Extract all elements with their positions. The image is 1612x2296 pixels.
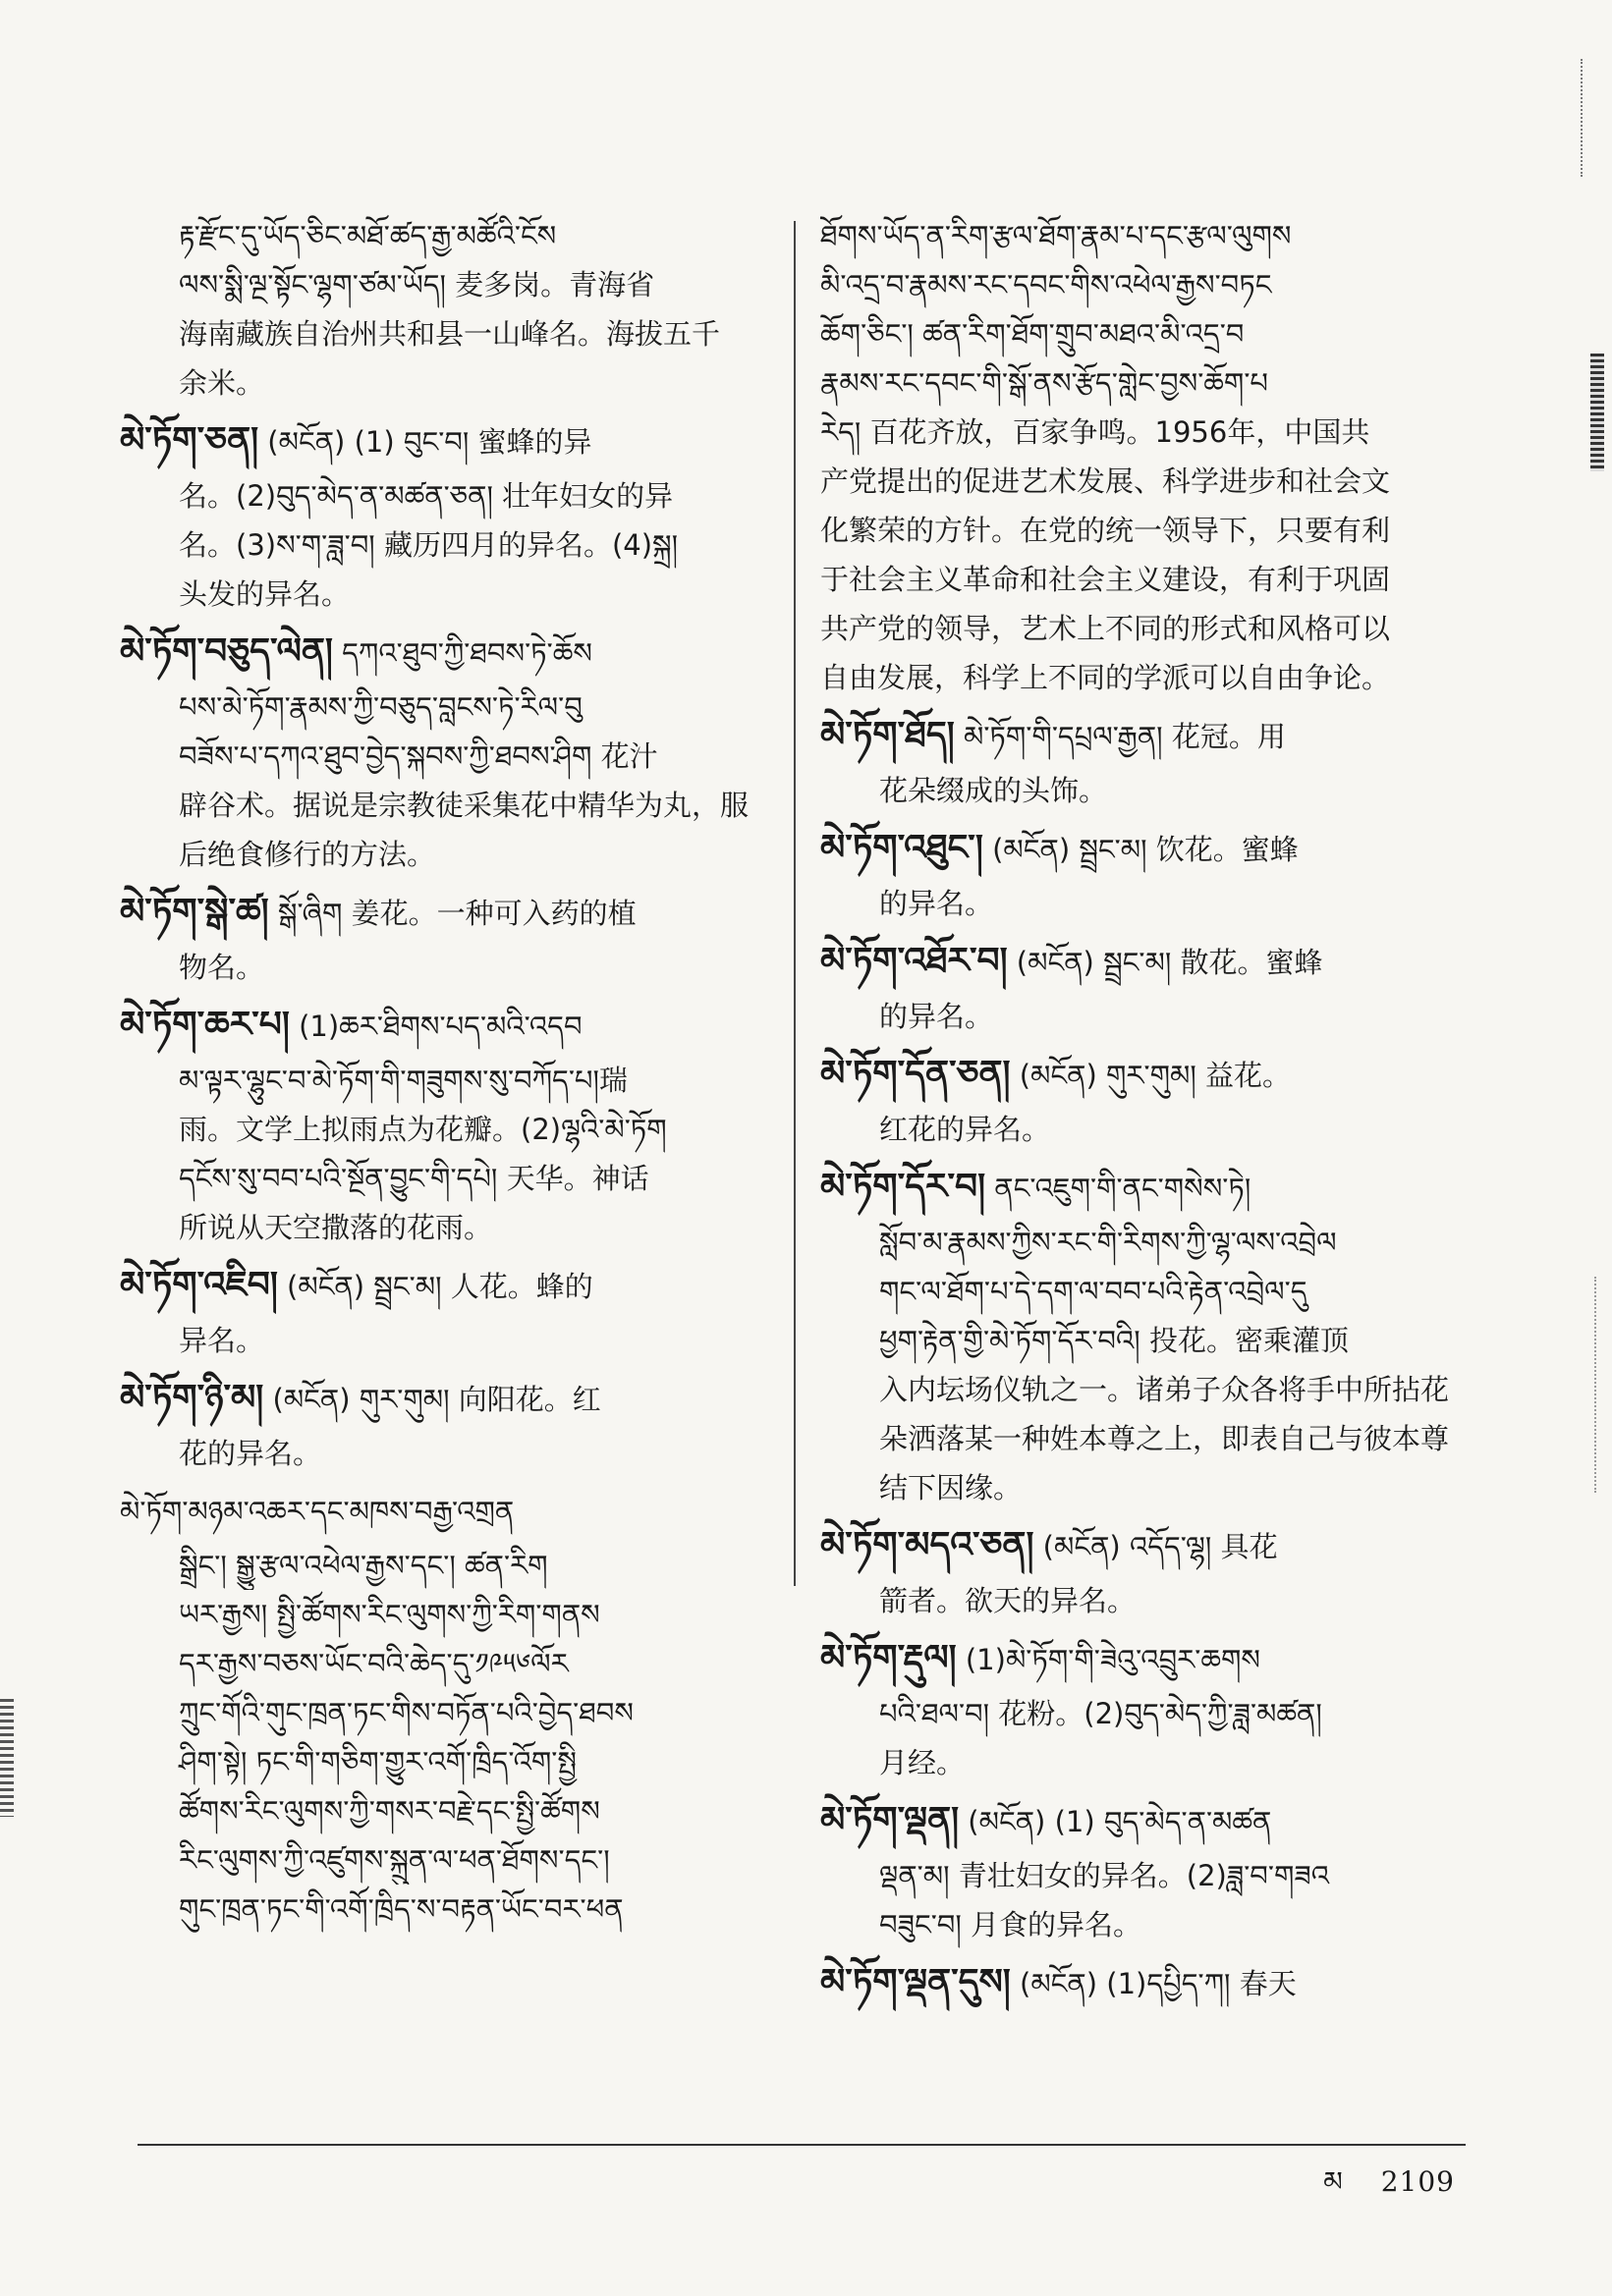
dictionary-entry xyxy=(120,211,778,408)
entry-text-line: 月经。 xyxy=(879,1746,966,1779)
dictionary-entry xyxy=(820,1953,1480,2013)
dictionary-entry xyxy=(820,819,1480,928)
entry-text-line: 头发的异名。 xyxy=(179,577,351,611)
footer-rule xyxy=(138,2144,1466,2146)
entry-headline xyxy=(820,1158,1480,1218)
entry-headline xyxy=(120,883,778,943)
entry-definition: (མངོན) སྦྲང་མ། 饮花。蜜蜂 xyxy=(982,833,1299,866)
entry-headword: མེ་ཏོག་མདའ་ཅན། xyxy=(820,1525,1034,1565)
entry-definition: (1)ཆར་ཐིགས་པད་མའི་འདབ xyxy=(289,1010,583,1043)
entry-headword: མེ་ཏོག་དོན་ཅན། xyxy=(820,1054,1011,1094)
left-edge-scan-mark xyxy=(0,1699,14,1817)
entry-text-line: པས་མེ་ཏོག་རྣམས་ཀྱི་བཅུད་བླངས་ཏེ་རིལ་བུ xyxy=(179,690,583,724)
dictionary-entry xyxy=(120,1256,778,1365)
entry-headline xyxy=(120,1256,778,1316)
entry-text-line: 化繁荣的方针。在党的统一领导下，只要有利 xyxy=(820,514,1391,547)
entry-text-line: 朵洒落某一种姓本尊之上，即表自己与彼本尊 xyxy=(879,1422,1450,1455)
entry-definition: (མངོན) (1)དཔྱིད་ཀ། 春天 xyxy=(1010,1967,1297,2000)
entry-headword: མེ་ཏོག་བཅུད་ལེན། xyxy=(120,631,333,672)
entry-headword: མེ་ཏོག་ལྡན་དུས། xyxy=(820,1962,1011,2002)
entry-text-line: 名。(3)ས་ག་ཟླ་བ། 藏历四月的异名。(4)སྐྲ། xyxy=(179,528,679,562)
entry-text-line: 海南藏族自治州共和县一山峰名。海拔五千 xyxy=(179,317,721,351)
entry-text-line: 后绝食修行的方法。 xyxy=(179,838,436,871)
entry-headline xyxy=(120,411,778,471)
entry-text-line: གང་ལ་ཐོག་པ་དེ་དག་ལ་བབ་པའི་རྟེན་འབྲེལ་དུ xyxy=(879,1275,1307,1308)
entry-headline xyxy=(820,819,1480,879)
entry-text-line: 自由发展，科学上不同的学派可以自由争论。 xyxy=(820,661,1391,694)
entry-headword: མེ་ཏོག་ཅན། xyxy=(120,420,259,461)
entry-text-line: ཆོག་ཅིང་། ཚན་རིག་ཐོག་གྲུབ་མཐའ་མི་འདྲ་བ xyxy=(820,317,1245,351)
entry-text-line: 箭者。欲天的异名。 xyxy=(879,1584,1137,1617)
left-column xyxy=(120,211,778,1938)
entry-definition: ནང་འཇུག་གི་ནང་གསེས་ཏེ། xyxy=(985,1172,1251,1205)
entry-text-line: རེད། 百花齐放，百家争鸣。1956年，中国共 xyxy=(820,415,1370,449)
entry-text-line: དངོས་སུ་བབ་པའི་སྔོན་བྱུང་གི་དཔེ། 天华。神话 xyxy=(179,1162,649,1195)
entry-headword: མེ་ཏོག་ཐོད། xyxy=(820,715,955,755)
entry-headword: མེ་ཏོག་དོར་བ། xyxy=(820,1167,986,1207)
column-divider xyxy=(794,221,796,1586)
entry-text-line: ཡར་རྒྱས། སྤྱི་ཚོགས་རིང་ལུགས་ཀྱི་རིག་གནས xyxy=(179,1598,600,1631)
entry-text-line: 于社会主义革命和社会主义建设，有利于巩固 xyxy=(820,563,1391,596)
entry-definition: སྒོ་ཞིག 姜花。一种可入药的植 xyxy=(268,897,637,930)
entry-text-line: པའི་ཐལ་བ། 花粉。(2)བུད་མེད་ཀྱི་ཟླ་མཚན། xyxy=(879,1697,1322,1730)
entry-text-line: བཟོས་པ་དཀའ་ཐུབ་བྱེད་སྐབས་ཀྱི་ཐབས་ཤིག 花汁 xyxy=(179,739,658,773)
entry-text-line: 辟谷术。据说是宗教徒采集花中精华为丸，服 xyxy=(179,789,750,822)
entry-text-line: མ་ལྟར་ལྷུང་བ་མེ་ཏོག་གི་གཟུགས་སུ་བཀོད་པ།瑞 xyxy=(179,1064,628,1097)
entry-headword: མེ་ཏོག་ཉི་མ། xyxy=(120,1378,264,1418)
dictionary-entry xyxy=(820,1629,1480,1787)
entry-text-line: 雨。文学上拟雨点为花瓣。(2)ལྷའི་མེ་ཏོག xyxy=(179,1113,667,1146)
dictionary-entry xyxy=(120,883,778,992)
entry-headline xyxy=(120,623,778,683)
entry-headline xyxy=(120,1369,778,1429)
entry-headword: མེ་ཏོག་འཐུང་། xyxy=(820,828,983,868)
entry-headline xyxy=(820,1045,1480,1105)
entry-text-line: 花朵缀成的头饰。 xyxy=(879,774,1108,807)
entry-definition: (མངོན) གུར་གུམ། 益花。 xyxy=(1010,1059,1292,1092)
entry-text-line: 花的异名。 xyxy=(179,1437,322,1470)
entry-definition: (1)མེ་ཏོག་གི་ཟེའུ་འབྲུར་ཆགས xyxy=(956,1643,1260,1676)
entry-text-line: སློབ་མ་རྣམས་ཀྱིས་རང་གི་རིགས་ཀྱི་ལྷ་ལས་འབྲེལ xyxy=(879,1226,1337,1259)
entry-text-line: ལས་སྨི་ལྔ་སྟོང་ལྷག་ཙམ་ཡོད། 麦多岗。青海省 xyxy=(179,268,655,301)
dictionary-entry xyxy=(820,706,1480,815)
entry-definition: (མངོན) སྦྲང་མ། 散花。蜜蜂 xyxy=(1007,946,1323,979)
entry-headline xyxy=(120,996,778,1056)
section-letter: མ xyxy=(1323,2165,1343,2198)
entry-headline xyxy=(820,1791,1480,1851)
entry-headword: མེ་ཏོག་སྒེ་ཚ། xyxy=(120,892,269,932)
entry-text-line: ལྡན་མ། 青壮妇女的异名。(2)ཟླ་བ་གཟའ xyxy=(879,1859,1330,1892)
entry-definition: (མངོན) གུར་གུམ། 向阳花。红 xyxy=(263,1383,601,1416)
entry-text-line: རྣམས་རང་དབང་གི་སྒོ་ནས་རྩོད་གླེང་བྱས་ཆོག་པ xyxy=(820,366,1269,400)
entry-text-line: ཕྱག་རྟེན་གྱི་མེ་ཏོག་དོར་བའི། 投花。密乘灌顶 xyxy=(879,1324,1349,1357)
margin-scan-marks-lower xyxy=(1594,1277,1604,1493)
entry-headline xyxy=(820,1516,1480,1576)
entry-text-line: ཚོགས་རིང་ལུགས་ཀྱི་གསར་བརྗེ་དང་སྤྱི་ཚོགས xyxy=(179,1794,600,1828)
entry-headline xyxy=(820,932,1480,992)
entry-definition: མེ་ཏོག་གི་དཔྲལ་རྒྱན། 花冠。用 xyxy=(954,720,1286,753)
dictionary-entry xyxy=(120,623,778,879)
dictionary-entry xyxy=(120,1369,778,1478)
margin-scan-bar xyxy=(1590,354,1604,471)
dictionary-entry xyxy=(820,1045,1480,1154)
entry-headline xyxy=(820,1629,1480,1689)
entry-headline xyxy=(820,706,1480,766)
dictionary-entry xyxy=(120,996,778,1252)
entry-text-line: ཤིག་སྟེ། ཏང་གི་གཅིག་གྱུར་འགོ་ཁྲིད་འོག་སྤྱི xyxy=(179,1745,577,1778)
entry-definition: (མངོན) (1) བུད་མེད་ན་མཚན xyxy=(959,1805,1272,1838)
entry-headline: མེ་ཏོག་མཉམ་འཆར་དང་མཁས་བརྒྱ་འགྲན xyxy=(120,1495,515,1528)
dictionary-entry xyxy=(120,411,778,619)
page-footer xyxy=(1323,2151,1455,2228)
entry-text-line: 产党提出的促进艺术发展、科学进步和社会文 xyxy=(820,465,1391,498)
entry-definition: (མངོན) སྦྲང་མ། 人花。蜂的 xyxy=(277,1270,593,1303)
entry-text-line: 的异名。 xyxy=(879,1000,994,1033)
entry-headword: མེ་ཏོག་འཐོར་བ། xyxy=(820,941,1008,981)
entry-text-line: སྒྲིང་། སྒྱུ་རྩལ་འཕེལ་རྒྱས་དང་། ཚན་རིག xyxy=(179,1549,548,1582)
entry-text-line: 共产党的领导，艺术上不同的形式和风格可以 xyxy=(820,612,1391,645)
dictionary-entry xyxy=(120,1482,778,1934)
dictionary-entry xyxy=(820,211,1480,702)
entry-text-line: མི་འདྲ་བ་རྣམས་རང་དབང་གིས་འཕེལ་རྒྱས་བཏང xyxy=(820,268,1272,301)
entry-text-line: དར་རྒྱས་བཅས་ཡོང་བའི་ཆེད་དུ་༡༩༥༦ལོར xyxy=(179,1647,569,1680)
entry-text-line: ཐོགས་ཡོད་ན་རིག་རྩལ་ཐོག་རྣམ་པ་དང་རྩལ་ལུགས xyxy=(820,219,1292,252)
entry-text-line: 所说从天空撒落的花雨。 xyxy=(179,1211,493,1244)
entry-text-line: 物名。 xyxy=(179,951,265,984)
entry-text-line: ཀྲུང་གོའི་གུང་ཁྲན་ཏང་གིས་བཏོན་པའི་བྱེད་ཐབས xyxy=(179,1696,634,1729)
dictionary-entry xyxy=(820,1516,1480,1625)
entry-text-line: 红花的异名。 xyxy=(879,1113,1051,1146)
entry-definition: (མངོན) འདོད་ལྷ། 具花 xyxy=(1033,1530,1278,1563)
entry-headword: མེ་ཏོག་འཇིབ། xyxy=(120,1265,278,1305)
entry-headline xyxy=(820,1953,1480,2013)
dictionary-entry xyxy=(820,932,1480,1041)
entry-text-line: 异名。 xyxy=(179,1324,265,1357)
entry-headword: མེ་ཏོག་ཆར་པ། xyxy=(120,1005,290,1045)
page-number: 2109 xyxy=(1380,2165,1455,2198)
entry-text-line: 的异名。 xyxy=(879,887,994,920)
margin-scan-marks xyxy=(1581,59,1590,177)
entry-text-line: 结下因缘。 xyxy=(879,1471,1023,1504)
dictionary-entry xyxy=(820,1158,1480,1512)
entry-text-line: 名。(2)བུད་མེད་ན་མཚན་ཅན། 壮年妇女的异 xyxy=(179,479,674,513)
dictionary-entry xyxy=(820,1791,1480,1949)
entry-text-line: བཟུང་བ། 月食的异名。 xyxy=(879,1908,1142,1941)
entry-text-line: རྟ་རྫོང་དུ་ཡོད་ཅིང་མཐོ་ཚད་རྒྱ་མཚོའི་ངོས xyxy=(179,219,557,252)
entry-headword: མེ་ཏོག་རྡུལ། xyxy=(820,1638,957,1678)
entry-definition: (མངོན) (1) བུང་བ། 蜜蜂的异 xyxy=(258,425,592,459)
entry-headword: མེ་ཏོག་ལྡན། xyxy=(820,1800,960,1840)
entry-definition: དཀའ་ཐུབ་ཀྱི་ཐབས་ཏེ་ཆོས xyxy=(332,636,592,670)
entry-text-line: རིང་ལུགས་ཀྱི་འཛུགས་སྐྲུན་ལ་ཕན་ཐོགས་དང་། xyxy=(179,1843,610,1877)
right-column xyxy=(820,211,1480,2017)
entry-text-line: 入内坛场仪轨之一。诸弟子众各将手中所拈花 xyxy=(879,1373,1450,1406)
entry-text-line: 余米。 xyxy=(179,366,265,400)
entry-text-line: གུང་ཁྲན་ཏང་གི་འགོ་ཁྲིད་ས་བརྟན་ཡོང་བར་ཕན xyxy=(179,1892,624,1926)
